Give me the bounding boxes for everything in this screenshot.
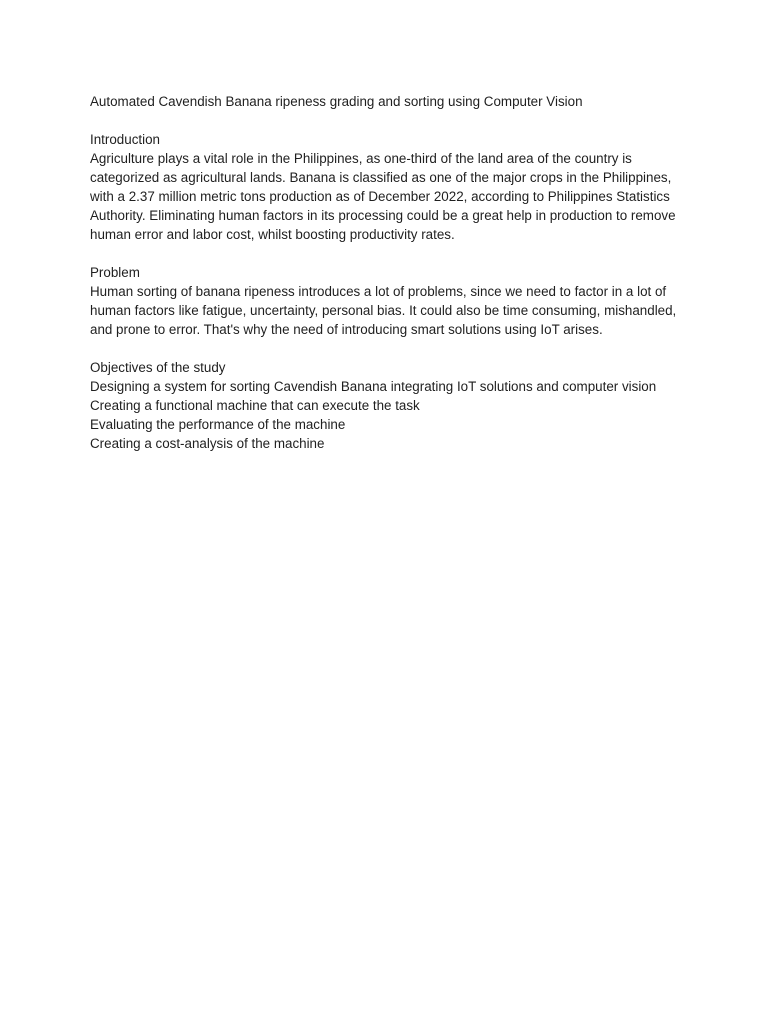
objectives-list	[90, 377, 690, 453]
objective-item: Designing a system for sorting Cavendish Banana integrating IoT solutions and computer vision	[90, 379, 657, 394]
objective-item: Creating a cost-analysis of the machine	[90, 436, 325, 451]
objective-item: Evaluating the performance of the machine	[90, 417, 346, 432]
document-content	[90, 92, 690, 472]
section-introduction	[90, 130, 690, 244]
document-title: Automated Cavendish Banana ripeness grading and sorting using Computer Vision	[90, 94, 583, 109]
section-heading-objectives: Objectives of the study	[90, 360, 226, 375]
section-heading-problem: Problem	[90, 265, 140, 280]
section-body-introduction: Agriculture plays a vital role in the Philippines, as one-third of the land area of the country is categorized as agricultural lands. Banana is classified as one of the major crops in the Philippines, with a 2.37 million metric tons production as of December 2022, according to Philippines Statistics Authority. Eliminating human factors in its processing could be a great help in production to remove human error and labor cost, whilst boosting productivity rates.	[90, 151, 676, 242]
section-heading-introduction: Introduction	[90, 132, 160, 147]
section-body-problem: Human sorting of banana ripeness introduces a lot of problems, since we need to factor in a lot of human factors like fatigue, uncertainty, personal bias. It could also be time consuming, mishandled, and prone to error. That's why the need of introducing smart solutions using IoT arises.	[90, 284, 677, 337]
section-objectives	[90, 358, 690, 453]
objective-item: Creating a functional machine that can execute the task	[90, 398, 420, 413]
section-problem	[90, 263, 690, 339]
